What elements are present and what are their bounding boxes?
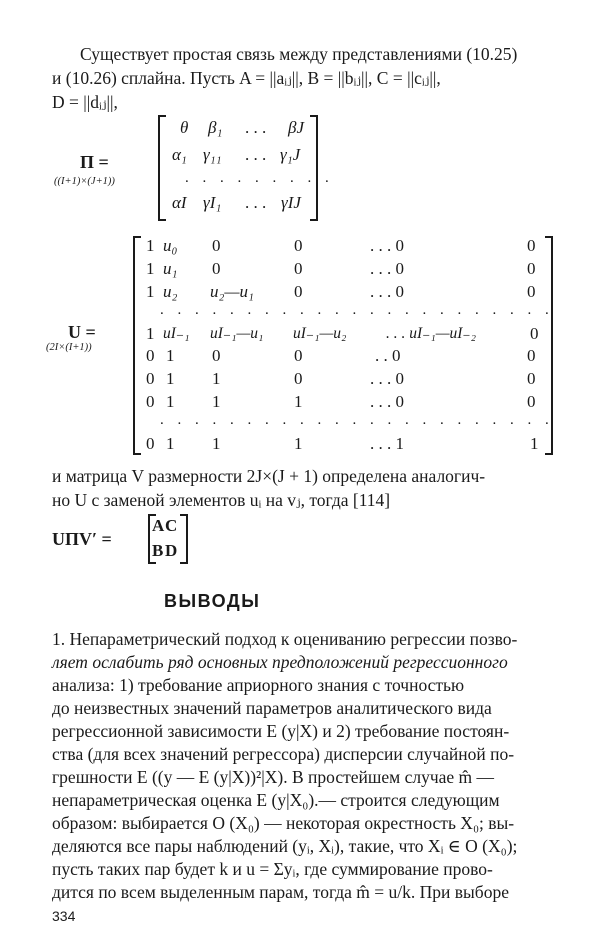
u-cell: 0 — [527, 346, 536, 365]
u-cell: 1 — [166, 392, 175, 411]
u-cell: . . . 0 — [370, 259, 404, 278]
u-cell: uI₋₁—u₁ — [210, 325, 264, 342]
pi-cell: γ₁J — [280, 145, 301, 164]
upv-cell-b: B — [152, 541, 164, 560]
u-cell: uI₋₁ — [163, 325, 190, 342]
conclusion-line: анализа: 1) требование априорного знания с точностью — [52, 675, 465, 695]
u-cell: 1 — [146, 324, 155, 343]
u-cell: 1 — [166, 434, 175, 453]
after-u-line-2: но U с заменой элементов uᵢ на vⱼ, тогда [114] — [52, 490, 391, 510]
u-cell: 0 — [294, 369, 303, 388]
pi-cell: γIJ — [281, 193, 301, 212]
upv-cell-c: C — [165, 516, 178, 535]
u-cell: 0 — [294, 282, 303, 301]
u-cell: 0 — [530, 324, 539, 343]
u-cell: 1 — [146, 259, 155, 278]
conclusion-line: ляет ослабить ряд основных предположений регрессионного — [52, 652, 508, 672]
pi-cell: . . . — [245, 118, 267, 137]
u-cell: uI₋₁—u₂ — [293, 325, 347, 342]
intro-line-1: Существует простая связь между представлениями (10.25) — [80, 44, 518, 64]
intro-line-2: и (10.26) сплайна. Пусть A = ||aᵢⱼ||, B = ||bᵢⱼ||, C = ||cᵢⱼ||, — [52, 68, 441, 88]
intro-line-3: D = ||dᵢⱼ||, — [52, 92, 118, 112]
page-number: 334 — [52, 908, 76, 924]
u-cell: 1 — [212, 434, 221, 453]
u-cell: 0 — [146, 346, 155, 365]
pi-cell: βJ — [288, 118, 305, 137]
pi-cell: θ — [180, 118, 189, 137]
pi-cell: . . . — [245, 145, 267, 164]
conclusion-line: грешности E ((y — E (y|X))²|X). В простейшем случае m̂ — — [52, 767, 495, 787]
u-cell: 0 — [146, 434, 155, 453]
u-dots-row: . . . . . . . . . . . . . . . . . . . . . . . — [160, 412, 554, 428]
conclusion-line: 1. Непараметрический подход к оцениванию регрессии позво- — [52, 629, 518, 649]
u-cell: 1 — [294, 434, 303, 453]
upv-lhs: UΠV′ = — [52, 529, 112, 549]
pi-symbol: Π = — [80, 152, 109, 172]
conclusion-line: пусть таких пар будет k и u = Σyᵢ, где суммирование прово- — [52, 859, 493, 879]
u-cell: 1 — [146, 236, 155, 255]
u-cell: 1 — [166, 346, 175, 365]
u-cell: 0 — [527, 369, 536, 388]
u-cell: . . . 0 — [370, 392, 404, 411]
u-cell: 0 — [294, 259, 303, 278]
u-cell: 1 — [212, 369, 221, 388]
section-heading: ВЫВОДЫ — [164, 591, 261, 611]
u-dims: (2I×(I+1)) — [46, 342, 92, 353]
u-cell: 1 — [166, 369, 175, 388]
u-cell: . . . 0 — [370, 282, 404, 301]
u-cell: 1 — [146, 282, 155, 301]
u-cell: 0 — [527, 259, 536, 278]
u-cell: . . 0 — [375, 346, 401, 365]
conclusion-line: до неизвестных значений параметров аналитического вида — [52, 698, 492, 718]
pi-cell: γI₁ — [203, 193, 222, 212]
u-cell: 1 — [212, 392, 221, 411]
u-symbol: U = — [68, 322, 96, 342]
u-cell: 0 — [212, 346, 221, 365]
u-cell: 0 — [212, 259, 221, 278]
u-cell: 0 — [212, 236, 221, 255]
u-cell: u₂—u₁ — [210, 282, 254, 301]
pi-dims: ((I+1)×(J+1)) — [54, 176, 115, 187]
u-cell: 0 — [146, 369, 155, 388]
conclusion-line: ства (для всех значений регрессора) дисперсии случайной по- — [52, 744, 515, 764]
conclusion-line: деляются все пары наблюдений (yᵢ, Xᵢ), такие, что Xᵢ ∈ O (X₀); — [52, 836, 518, 856]
pi-cell: α₁ — [172, 145, 187, 164]
pi-cell: β₁ — [208, 118, 223, 137]
u-cell: 1 — [530, 434, 539, 453]
u-cell: u₂ — [163, 282, 178, 301]
pi-cell: αI — [172, 193, 187, 212]
conclusion-line: регрессионной зависимости E (y|X) и 2) требование постоян- — [52, 721, 510, 741]
u-cell: . . . uI₋₁—uI₋₂ — [386, 325, 476, 342]
u-cell: 0 — [527, 392, 536, 411]
u-cell: u₁ — [163, 259, 178, 278]
upv-cell-a: A — [152, 516, 165, 535]
u-cell: u₀ — [163, 236, 178, 255]
conclusion-line: дится по всем выделенным парам, тогда m̂ = u/k. При выборе — [52, 882, 509, 902]
pi-cell: . . . — [245, 193, 267, 212]
u-cell: 0 — [146, 392, 155, 411]
u-cell: 1 — [294, 392, 303, 411]
conclusion-line: образом: выбирается O (X₀) — некоторая окрестность X₀; вы- — [52, 813, 515, 833]
upv-cell-d: D — [165, 541, 178, 560]
u-cell: . . . 1 — [370, 434, 404, 453]
u-cell: 0 — [294, 346, 303, 365]
conclusion-line: непараметрическая оценка E (y|X₀).— строится следующим — [52, 790, 500, 810]
u-cell: 0 — [294, 236, 303, 255]
after-u-line-1: и матрица V размерности 2J×(J + 1) определена аналогич- — [52, 466, 486, 486]
u-cell: 0 — [527, 236, 536, 255]
u-dots-row: . . . . . . . . . . . . . . . . . . . . . . . — [160, 302, 554, 318]
pi-dots-row: . . . . . . . . . — [185, 170, 334, 186]
u-cell: 0 — [527, 282, 536, 301]
pi-cell: γ₁₁ — [203, 145, 222, 164]
u-cell: . . . 0 — [370, 369, 404, 388]
u-cell: . . . 0 — [370, 236, 404, 255]
